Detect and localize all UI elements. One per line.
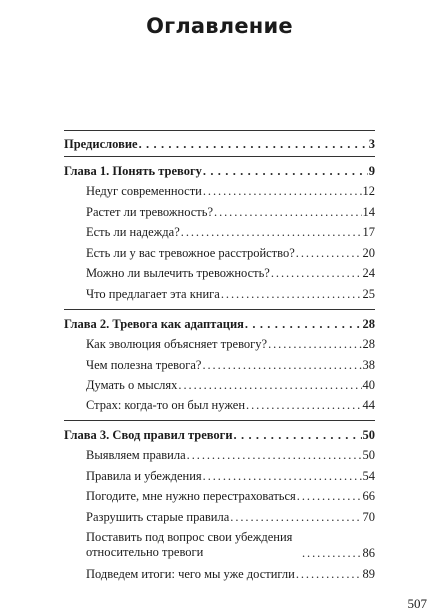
- toc-entry-label: Выявляем правила: [86, 448, 186, 462]
- toc-entry-page: 25: [362, 287, 375, 301]
- dot-leader: [181, 225, 362, 239]
- toc-entry-section[interactable]: [86, 510, 375, 524]
- toc-entry-section[interactable]: [86, 225, 375, 239]
- toc-entry-page: 28: [362, 317, 375, 331]
- dot-leader: [203, 469, 362, 483]
- toc-entry-preface[interactable]: [64, 137, 375, 151]
- toc-entry-page: 28: [362, 337, 375, 351]
- toc-entry-label: Растет ли тревожность?: [86, 205, 214, 219]
- toc-entry-chapter-2[interactable]: [64, 317, 375, 331]
- rule-before-chapter-2: [64, 309, 375, 310]
- toc-entry-label: Есть ли у вас тревожное расстройство?: [86, 246, 295, 260]
- toc-entry-label: Думать о мыслях: [86, 378, 178, 392]
- dot-leader: [245, 317, 362, 331]
- dot-leader: [230, 510, 361, 524]
- dot-leader: [187, 448, 362, 462]
- toc-entry-page: 38: [362, 358, 375, 372]
- toc-entry-page: 70: [362, 510, 375, 524]
- toc-entry-page: 24: [362, 266, 375, 280]
- dot-leader: [202, 358, 361, 372]
- toc-entry-section[interactable]: [86, 358, 375, 372]
- rule-before-chapter-1: [64, 156, 375, 157]
- toc-entry-label: Есть ли надежда?: [86, 225, 180, 239]
- dot-leader: [302, 546, 362, 560]
- toc-entry-label: Глава 2. Тревога как адаптация: [64, 317, 244, 331]
- dot-leader: [268, 337, 361, 351]
- toc-entry-page: 50: [362, 428, 375, 442]
- toc-entry-page: 20: [362, 246, 375, 260]
- toc-entry-page: 9: [368, 164, 375, 178]
- toc-entry-section[interactable]: [86, 378, 375, 392]
- toc-entry-section[interactable]: [86, 287, 375, 301]
- toc-entry-section[interactable]: [86, 398, 375, 412]
- dot-leader: [296, 246, 362, 260]
- dot-leader: [297, 489, 362, 503]
- toc-entry-section[interactable]: [86, 448, 375, 462]
- dot-leader: [271, 266, 362, 280]
- toc-entry-chapter-1[interactable]: [64, 164, 375, 178]
- toc-entry-chapter-3[interactable]: [64, 428, 375, 442]
- toc-entry-section[interactable]: [86, 266, 375, 280]
- toc-entry-label: Недуг современности: [86, 184, 202, 198]
- dot-leader: [214, 205, 361, 219]
- toc-entry-section[interactable]: [86, 184, 375, 198]
- toc-entry-section[interactable]: [86, 205, 375, 219]
- toc-entry-label: Подведем итоги: чего мы уже достигли: [86, 567, 295, 581]
- toc-entry-label: Глава 3. Свод правил тревоги: [64, 428, 233, 442]
- dot-leader: [296, 567, 362, 581]
- toc-entry-label: Поставить под вопрос свои убеждения относительно тревоги: [86, 530, 293, 559]
- rule-top: [64, 130, 375, 131]
- toc-entry-page: 40: [362, 378, 375, 392]
- toc-entry-page: 86: [362, 546, 375, 560]
- toc-entry-page: 14: [362, 205, 375, 219]
- page-number: 507: [407, 596, 427, 611]
- dot-leader: [139, 137, 368, 151]
- dot-leader: [203, 184, 362, 198]
- toc-entry-section[interactable]: [86, 567, 375, 581]
- toc-entry-label: Разрушить старые правила: [86, 510, 230, 524]
- toc-entry-section[interactable]: [86, 489, 375, 503]
- dot-leader: [221, 287, 362, 301]
- toc-entry-page: 54: [362, 469, 375, 483]
- dot-leader: [178, 378, 361, 392]
- toc-entry-label: Страх: когда-то он был нужен: [86, 398, 246, 412]
- dot-leader: [246, 398, 361, 412]
- page-title: Оглавление: [146, 14, 293, 38]
- toc-entry-label: Глава 1. Понять тревогу: [64, 164, 202, 178]
- toc-entry-section[interactable]: [86, 246, 375, 260]
- toc-entry-label: Предисловие: [64, 137, 138, 151]
- toc-entry-page: 66: [362, 489, 375, 503]
- dot-leader: [234, 428, 362, 442]
- toc-entry-page: 89: [362, 567, 375, 581]
- dot-leader: [203, 164, 368, 178]
- toc-entry-section[interactable]: [86, 469, 375, 483]
- toc-entry-label: Можно ли вылечить тревожность?: [86, 266, 270, 280]
- toc-entry-label: Как эволюция объясняет тревогу?: [86, 337, 268, 351]
- toc-entry-page: 12: [362, 184, 375, 198]
- toc-entry-label: Правила и убеждения: [86, 469, 202, 483]
- rule-before-chapter-3: [64, 420, 375, 421]
- toc-entry-page: 50: [362, 448, 375, 462]
- toc-entry-page: 3: [368, 137, 375, 151]
- toc-entry-label: Что предлагает эта книга: [86, 287, 220, 301]
- toc-entry-page: 44: [362, 398, 375, 412]
- toc-entry-label: Погодите, мне нужно перестраховаться: [86, 489, 296, 503]
- toc-entry-section[interactable]: [86, 530, 375, 560]
- toc-entry-section[interactable]: [86, 337, 375, 351]
- toc-entry-label: Чем полезна тревога?: [86, 358, 202, 372]
- toc-entry-page: 17: [362, 225, 375, 239]
